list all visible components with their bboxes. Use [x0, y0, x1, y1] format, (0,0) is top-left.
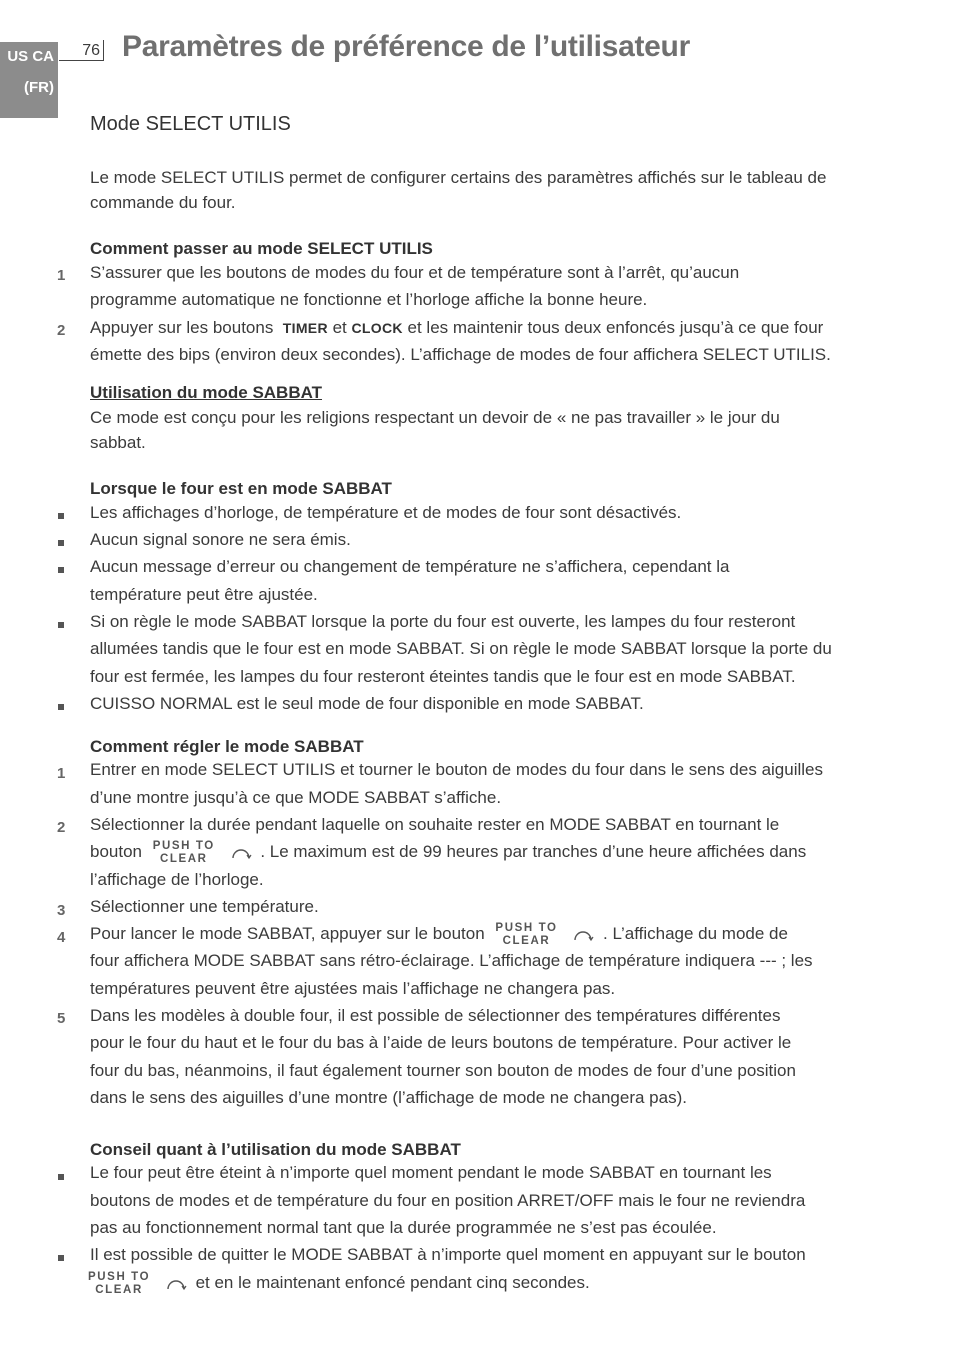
- step-text: Dans les modèles à double four, il est possible de sélectionner des températures différentes: [90, 1006, 781, 1025]
- step-text-with-button: [90, 920, 788, 948]
- bullet-text: Il est possible de quitter le MODE SABBAT à n’importe quel moment en appuyant sur le bouton: [90, 1245, 806, 1264]
- bullet-text: pas au fonctionnement normal tant que la durée programmée ne s’est pas écoulée.: [90, 1218, 717, 1237]
- step-text: et: [332, 318, 347, 337]
- language-label: (FR): [24, 79, 54, 96]
- step-number: 1: [57, 765, 66, 782]
- clear-text: CLEAR: [95, 1283, 143, 1296]
- bullet-text: allumées tandis que le four est en mode SABBAT. Si on règle le mode SABBAT lorsque la porte du: [90, 639, 832, 658]
- bullet-text: Les affichages d’horloge, de température et de modes de four sont désactivés.: [90, 503, 682, 522]
- step-text: et les maintenir tous deux enfoncés jusqu’à ce que four: [407, 318, 824, 337]
- bullet: [58, 704, 64, 710]
- push-to-clear-label: [153, 840, 215, 866]
- bullet: [58, 622, 64, 628]
- step-number: 5: [57, 1010, 66, 1027]
- push-to-clear-label: [88, 1271, 150, 1297]
- knob-icon: [165, 1275, 187, 1293]
- bullet: [58, 567, 64, 573]
- timer-button-label: TIMER: [282, 320, 328, 336]
- step-text: . L’affichage du mode de: [603, 924, 788, 943]
- intro-line: Le mode SELECT UTILIS permet de configurer certains des paramètres affichés sur le tableau de: [90, 168, 827, 187]
- bullet-text-with-button: [88, 1269, 590, 1297]
- push-to-text: PUSH TO: [495, 921, 558, 934]
- step-text: d’une montre jusqu’à ce que MODE SABBAT s’affiche.: [90, 788, 502, 807]
- step-text: l’affichage de l’horloge.: [90, 870, 264, 889]
- step-text: températures peuvent être ajustées mais l’affichage ne changera pas.: [90, 979, 616, 998]
- step-text: Sélectionner la durée pendant laquelle on souhaite rester en MODE SABBAT en tournant le: [90, 815, 780, 834]
- bullet-text: Aucun message d’erreur ou changement de température ne s’affichera, cependant la: [90, 557, 730, 576]
- step-text-with-button: [90, 838, 806, 866]
- page-title: Paramètres de préférence de l’utilisateur: [122, 30, 690, 63]
- bullet-text: Aucun signal sonore ne sera émis.: [90, 530, 351, 549]
- bullet-text: boutons de modes et de température du four en position ARRET/OFF mais le four ne reviendra: [90, 1191, 806, 1210]
- step-text: four du bas, néanmoins, il faut également tourner son bouton de modes de four d’une position: [90, 1061, 796, 1080]
- step-text: . Le maximum est de 99 heures par tranches d’une heure affichées dans: [260, 842, 807, 861]
- section-title: Mode SELECT UTILIS: [90, 113, 291, 135]
- clock-button-label: CLOCK: [351, 320, 403, 336]
- bullet: [58, 540, 64, 546]
- push-to-clear-label: [495, 922, 557, 948]
- knob-icon: [572, 926, 594, 944]
- region-label: US CA: [7, 48, 54, 65]
- step-text: Entrer en mode SELECT UTILIS et tourner le bouton de modes du four dans le sens des aiguilles: [90, 760, 823, 779]
- step-number: 3: [57, 902, 66, 919]
- push-to-text: PUSH TO: [152, 839, 215, 852]
- step-number: 2: [57, 322, 66, 339]
- step-text-with-buttons: [90, 314, 823, 342]
- clear-text: CLEAR: [159, 852, 208, 865]
- heading-sabbath-usage: Utilisation du mode SABBAT: [90, 383, 323, 402]
- bullet-text: Le four peut être éteint à n’importe quel moment pendant le mode SABBAT en tournant les: [90, 1163, 772, 1182]
- step-text: Sélectionner une température.: [90, 897, 319, 916]
- bullet-text: CUISSO NORMAL est le seul mode de four disponible en mode SABBAT.: [90, 694, 644, 713]
- bullet-text: four est fermée, les lampes du four resteront éteintes tandis que le four est en mode SABBAT.: [90, 667, 796, 686]
- heading-enter-mode: Comment passer au mode SELECT UTILIS: [90, 239, 433, 258]
- step-text: bouton: [90, 842, 142, 861]
- step-text: Pour lancer le mode SABBAT, appuyer sur le bouton: [90, 924, 485, 943]
- page-number: 76: [59, 40, 104, 61]
- step-text: Appuyer sur les boutons: [90, 318, 274, 337]
- paragraph-line: Ce mode est conçu pour les religions respectant un devoir de « ne pas travailler » le jour du: [90, 408, 780, 427]
- knob-icon: [230, 844, 252, 862]
- bullet: [58, 1174, 64, 1180]
- bullet: [58, 1255, 64, 1261]
- heading-set-sabbath: Comment régler le mode SABBAT: [90, 737, 364, 756]
- bullet-text: Si on règle le mode SABBAT lorsque la porte du four est ouverte, les lampes du four resteront: [90, 612, 796, 631]
- bullet-text: température peut être ajustée.: [90, 585, 318, 604]
- bullet: [58, 513, 64, 519]
- heading-in-sabbath: Lorsque le four est en mode SABBAT: [90, 479, 392, 498]
- step-text: pour le four du haut et le four du bas à l’aide de leurs boutons de température. Pour activer le: [90, 1033, 792, 1052]
- intro-line: commande du four.: [90, 193, 236, 212]
- step-text: dans le sens des aiguilles d’une montre (l’affichage de mode ne changera pas).: [90, 1088, 687, 1107]
- step-text: émette des bips (environ deux secondes). L’affichage de modes de four affichera SELECT UTILIS.: [90, 345, 831, 364]
- heading-tips: Conseil quant à l’utilisation du mode SABBAT: [90, 1140, 461, 1159]
- step-text: programme automatique ne fonctionne et l’horloge affiche la bonne heure.: [90, 290, 648, 309]
- step-text: S’assurer que les boutons de modes du four et de température sont à l’arrêt, qu’aucun: [90, 263, 740, 282]
- bullet-text: et en le maintenant enfoncé pendant cinq secondes.: [195, 1273, 590, 1292]
- step-number: 1: [57, 267, 66, 284]
- paragraph-line: sabbat.: [90, 433, 146, 452]
- step-number: 4: [57, 929, 66, 946]
- push-to-text: PUSH TO: [88, 1270, 151, 1283]
- step-number: 2: [57, 819, 66, 836]
- step-text: four affichera MODE SABBAT sans rétro-éclairage. L’affichage de température indiquera --- ; les: [90, 951, 813, 970]
- region-tab: [0, 42, 58, 118]
- clear-text: CLEAR: [502, 934, 551, 947]
